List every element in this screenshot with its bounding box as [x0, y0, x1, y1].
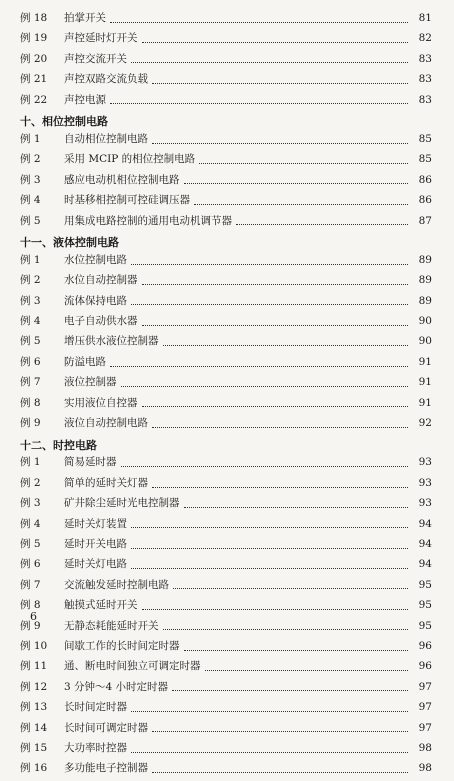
entry-page: 97	[418, 721, 432, 734]
toc-entry	[20, 131, 432, 151]
entry-page: 98	[418, 762, 432, 775]
toc-entry	[20, 151, 432, 171]
dot-leader	[131, 527, 408, 528]
entry-page: 89	[418, 253, 432, 266]
entry-title: 交流触发延时控制电路	[64, 578, 169, 591]
entry-title: 3 分钟～4 小时定时器	[64, 680, 169, 693]
dot-leader	[142, 42, 409, 43]
entry-page: 82	[418, 32, 432, 45]
entry-number: 例 9	[20, 619, 41, 632]
entry-page: 95	[418, 599, 432, 612]
entry-title: 简单的延时关灯器	[64, 476, 148, 489]
entry-title: 实用液位自控器	[64, 396, 138, 409]
toc-entry	[20, 354, 432, 374]
entry-number: 例 4	[20, 517, 41, 530]
toc-entry	[20, 395, 432, 415]
toc-entry	[20, 454, 432, 474]
entry-number: 例 5	[20, 537, 41, 550]
dot-leader	[184, 650, 409, 651]
entry-page: 83	[418, 93, 432, 106]
entry-number: 例 3	[20, 173, 41, 186]
entry-number: 例 13	[20, 701, 48, 714]
entry-number: 例 3	[20, 497, 41, 510]
dot-leader	[121, 386, 409, 387]
dot-leader	[142, 609, 409, 610]
entry-page: 96	[418, 660, 432, 673]
dot-leader	[184, 507, 409, 508]
entry-number: 例 10	[20, 639, 48, 652]
entry-page: 94	[418, 537, 432, 550]
entry-title: 自动相位控制电路	[64, 132, 148, 145]
dot-leader	[152, 731, 408, 732]
entry-title: 延时关灯装置	[64, 517, 127, 530]
dot-leader	[152, 427, 408, 428]
entry-title: 大功率时控器	[64, 741, 127, 754]
entry-number: 例 8	[20, 396, 41, 409]
dot-leader	[205, 670, 409, 671]
entry-page: 94	[418, 517, 432, 530]
dot-leader	[152, 772, 408, 773]
toc-entry	[20, 577, 432, 597]
entry-title: 液位控制器	[64, 376, 117, 389]
entry-page: 96	[418, 639, 432, 652]
entry-number: 例 4	[20, 315, 41, 328]
entry-number: 例 7	[20, 578, 41, 591]
entry-title: 流体保持电路	[64, 294, 127, 307]
entry-number: 例 22	[20, 93, 48, 106]
entry-title: 时基移相控制可控硅调压器	[64, 194, 190, 207]
toc-entry	[20, 536, 432, 556]
entry-number: 例 3	[20, 294, 41, 307]
entry-title: 延时开关电路	[64, 537, 127, 550]
toc-entry	[20, 415, 432, 435]
dot-leader	[152, 83, 408, 84]
entry-page: 95	[418, 578, 432, 591]
entry-page: 85	[418, 132, 432, 145]
entry-number: 例 14	[20, 721, 48, 734]
entry-number: 例 6	[20, 558, 41, 571]
dot-leader	[163, 629, 409, 630]
entry-page: 87	[418, 214, 432, 227]
entry-title: 触摸式延时开关	[64, 599, 138, 612]
toc-entry	[20, 51, 432, 71]
dot-leader	[142, 406, 409, 407]
entry-number: 例 21	[20, 73, 48, 86]
toc-entry	[20, 10, 432, 30]
entry-title: 间歇工作的长时间定时器	[64, 639, 180, 652]
toc-entry	[20, 516, 432, 536]
dot-leader	[194, 204, 408, 205]
entry-title: 声控电源	[64, 93, 106, 106]
dot-leader	[131, 304, 408, 305]
toc-entry	[20, 293, 432, 313]
entry-number: 例 1	[20, 253, 41, 266]
toc-section-heading: 十二、时控电路	[20, 438, 97, 452]
page-number: 6	[30, 610, 37, 623]
toc-entry	[20, 618, 432, 638]
toc-entry	[20, 213, 432, 233]
entry-title: 通、断电时间独立可调定时器	[64, 660, 201, 673]
toc-entry	[20, 192, 432, 212]
entry-title: 长时间定时器	[64, 701, 127, 714]
toc-entry	[20, 71, 432, 91]
entry-number: 例 7	[20, 376, 41, 389]
entry-page: 81	[418, 12, 432, 24]
entry-page: 94	[418, 558, 432, 571]
dot-leader	[131, 711, 408, 712]
dot-leader	[131, 264, 408, 265]
toc-entry	[20, 374, 432, 394]
entry-title: 长时间可调定时器	[64, 721, 148, 734]
dot-leader	[142, 325, 409, 326]
entry-title: 声控交流开关	[64, 52, 127, 65]
entry-number: 例 20	[20, 52, 48, 65]
entry-page: 86	[418, 173, 432, 186]
dot-leader	[173, 588, 408, 589]
toc-entry	[20, 30, 432, 50]
dot-leader	[184, 183, 409, 184]
dot-leader	[131, 548, 408, 549]
entry-number: 例 19	[20, 32, 48, 45]
dot-leader	[131, 752, 408, 753]
entry-page: 85	[418, 153, 432, 166]
entry-number: 例 12	[20, 680, 48, 693]
entry-page: 83	[418, 52, 432, 65]
toc-entry	[20, 556, 432, 576]
entry-page: 89	[418, 274, 432, 287]
toc-entry	[20, 475, 432, 495]
entry-page: 93	[418, 497, 432, 510]
entry-number: 例 2	[20, 476, 41, 489]
entry-page: 98	[418, 741, 432, 754]
entry-number: 例 4	[20, 194, 41, 207]
toc-entry	[20, 740, 432, 760]
toc-entry	[20, 313, 432, 333]
toc-section-heading: 十、相位控制电路	[20, 115, 108, 129]
entry-page: 89	[418, 294, 432, 307]
entry-page: 90	[418, 315, 432, 328]
entry-title: 延时关灯电路	[64, 558, 127, 571]
entry-title: 防溢电路	[64, 355, 106, 368]
entry-page: 97	[418, 680, 432, 693]
dot-leader	[142, 284, 409, 285]
dot-leader	[236, 224, 408, 225]
dot-leader	[131, 62, 408, 63]
entry-title: 无静态耗能延时开关	[64, 619, 159, 632]
entry-title: 矿井除尘延时光电控制器	[64, 497, 180, 510]
entry-title: 简易延时器	[64, 456, 117, 469]
entry-page: 91	[418, 396, 432, 409]
entry-number: 例 11	[20, 660, 48, 673]
toc-entry	[20, 252, 432, 272]
table-of-contents	[20, 10, 432, 781]
entry-page: 93	[418, 476, 432, 489]
toc-section-heading: 十一、液体控制电路	[20, 236, 119, 250]
entry-title: 声控双路交流负载	[64, 73, 148, 86]
entry-number: 例 1	[20, 132, 41, 145]
entry-title: 声控延时灯开关	[64, 32, 138, 45]
entry-title: 用集成电路控制的通用电动机调节器	[64, 214, 232, 227]
entry-number: 例 5	[20, 335, 41, 348]
entry-number: 例 6	[20, 355, 41, 368]
toc-entry	[20, 699, 432, 719]
entry-title: 拍掌开关	[64, 12, 106, 24]
entry-title: 增压供水液位控制器	[64, 335, 159, 348]
entry-page: 91	[418, 376, 432, 389]
entry-number: 例 2	[20, 153, 41, 166]
dot-leader	[110, 366, 408, 367]
dot-leader	[110, 22, 408, 23]
entry-page: 97	[418, 701, 432, 714]
toc-entry	[20, 597, 432, 617]
entry-page: 83	[418, 73, 432, 86]
toc-entry	[20, 92, 432, 112]
entry-title: 水位自动控制器	[64, 274, 138, 287]
entry-number: 例 2	[20, 274, 41, 287]
toc-entry	[20, 760, 432, 780]
entry-title: 感应电动机相位控制电路	[64, 173, 180, 186]
dot-leader	[163, 345, 409, 346]
toc-entry	[20, 333, 432, 353]
entry-number: 例 9	[20, 417, 41, 430]
entry-number: 例 18	[20, 12, 48, 24]
toc-entry	[20, 720, 432, 740]
entry-title: 多功能电子控制器	[64, 762, 148, 775]
entry-number: 例 5	[20, 214, 41, 227]
toc-entry	[20, 638, 432, 658]
entry-number: 例 15	[20, 741, 48, 754]
entry-number: 例 8	[20, 599, 41, 612]
entry-title: 液位自动控制电路	[64, 417, 148, 430]
entry-page: 91	[418, 355, 432, 368]
entry-page: 95	[418, 619, 432, 632]
dot-leader	[172, 690, 408, 691]
dot-leader	[199, 163, 408, 164]
entry-page: 90	[418, 335, 432, 348]
entry-page: 92	[418, 417, 432, 430]
dot-leader	[152, 143, 408, 144]
toc-entry	[20, 495, 432, 515]
entry-number: 例 16	[20, 762, 48, 775]
entry-title: 采用 MCIP 的相位控制电路	[64, 153, 196, 166]
dot-leader	[121, 466, 409, 467]
entry-page: 93	[418, 456, 432, 469]
toc-entry	[20, 679, 432, 699]
entry-title: 电子自动供水器	[64, 315, 138, 328]
toc-entry	[20, 172, 432, 192]
dot-leader	[152, 487, 408, 488]
toc-entry	[20, 272, 432, 292]
entry-title: 水位控制电路	[64, 253, 127, 266]
entry-page: 86	[418, 194, 432, 207]
dot-leader	[131, 568, 408, 569]
entry-number: 例 1	[20, 456, 41, 469]
toc-entry	[20, 658, 432, 678]
dot-leader	[110, 103, 408, 104]
